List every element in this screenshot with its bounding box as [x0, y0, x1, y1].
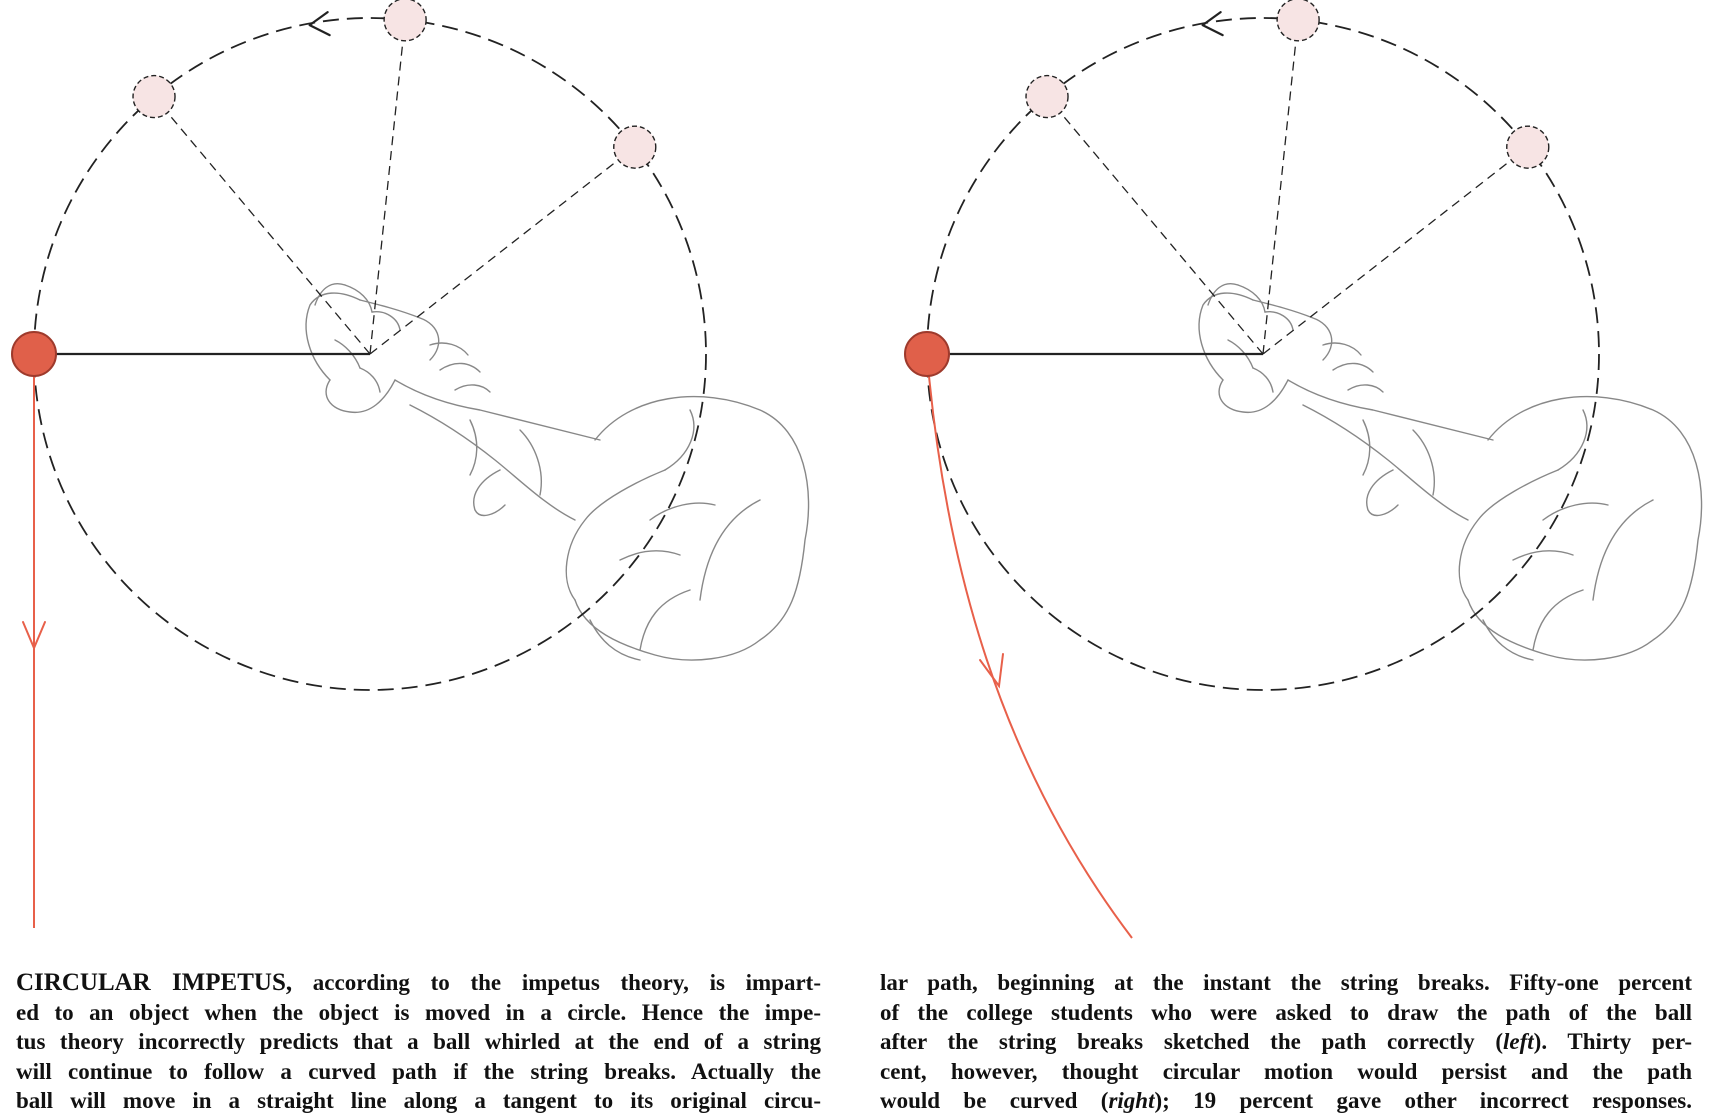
ghost-ball [133, 76, 175, 118]
hand-sketch-stroke [1303, 405, 1468, 520]
hand-sketch-stroke [1468, 397, 1702, 660]
caption-line [16, 1057, 821, 1087]
hand-sketch-stroke [455, 385, 490, 392]
hand-sketch-stroke [566, 470, 665, 600]
hand-sketch-stroke [372, 312, 400, 330]
ghost-ball [1277, 0, 1319, 41]
hand-sketch-stroke [700, 500, 760, 600]
hand-sketch-stroke [620, 551, 680, 560]
ghost-ball [614, 126, 656, 168]
hand-sketch-stroke [1363, 420, 1370, 475]
ghost-ball [384, 0, 426, 41]
hand-sketch-stroke [1288, 380, 1493, 440]
orbit-direction-arrowhead [1203, 12, 1223, 35]
hand-sketch-stroke [1367, 470, 1398, 515]
hand-arm-illustration [306, 284, 808, 660]
hand-sketch-stroke [1558, 410, 1587, 470]
hand-sketch-stroke [306, 293, 360, 380]
caption-text: lar path, beginning at the instant the string breaks. Fifty-one percent [880, 970, 1692, 995]
hand-sketch-stroke [360, 368, 380, 392]
ghost-ball [1507, 126, 1549, 168]
hand-sketch-stroke [326, 380, 395, 412]
hand-sketch-stroke [1199, 293, 1253, 380]
caption-text: after the string breaks sketched the path correctly ( [880, 1029, 1504, 1054]
hand-sketch-stroke [474, 470, 505, 515]
caption-line [880, 1086, 1692, 1116]
caption-heading: CIRCULAR IMPETUS, [16, 969, 293, 996]
caption-text: will continue to follow a curved path if the string breaks. Actually the [16, 1058, 821, 1084]
hand-sketch-stroke [1413, 430, 1434, 495]
caption-text: cent, however, thought circular motion would persist and the path [880, 1058, 1692, 1084]
hand-sketch-stroke [410, 405, 575, 520]
caption-line [880, 998, 1692, 1028]
hand-sketch-stroke [1219, 380, 1288, 412]
caption-text: ball will move in a straight line along a tangent to its original circu- [16, 1088, 821, 1113]
hand-sketch-stroke [650, 503, 715, 520]
caption-line [880, 1057, 1692, 1087]
radius-spoke-dashed [1263, 20, 1298, 354]
ball-current [12, 332, 56, 376]
diagram-panel-left [12, 0, 809, 928]
hand-arm-illustration [1199, 284, 1701, 660]
caption-right-column [880, 968, 1692, 1116]
caption-text: ). Thirty per- [1533, 1029, 1692, 1054]
caption-text: tus theory incorrectly predicts that a ball whirled at the end of a string [16, 1029, 821, 1054]
hand-sketch-stroke [395, 380, 600, 440]
caption-italic: left [1503, 1029, 1534, 1054]
caption-text: of the college students who were asked to draw the path of the ball [880, 999, 1692, 1025]
hand-sketch-stroke [470, 420, 477, 475]
hand-sketch-stroke [1348, 385, 1383, 392]
trajectory-curved-line [929, 376, 1132, 938]
radius-spoke-dashed [1263, 147, 1528, 354]
trajectory-arrowhead [980, 654, 1003, 686]
caption-italic: right [1108, 1088, 1155, 1113]
caption-text: would be curved ( [880, 1088, 1109, 1113]
caption-text: according to the impetus theory, is impart- [292, 970, 821, 995]
hand-sketch-stroke [1333, 363, 1373, 372]
ghost-ball [1026, 76, 1068, 118]
radius-spoke-dashed [154, 97, 370, 354]
caption-left-column [16, 968, 821, 1116]
hand-sketch-stroke [665, 410, 694, 470]
hand-sketch-stroke [640, 590, 690, 650]
hand-sketch-stroke [1513, 551, 1573, 560]
hand-sketch-stroke [1533, 590, 1583, 650]
orbit-direction-arrowhead [310, 12, 330, 35]
caption-line [16, 1027, 821, 1057]
caption-line [16, 998, 821, 1028]
caption-line [880, 968, 1692, 998]
hand-sketch-stroke [520, 430, 541, 495]
hand-sketch-stroke [1593, 500, 1653, 600]
radius-spoke-dashed [1047, 97, 1263, 354]
caption-text: ed to an object when the object is moved in a circle. Hence the impe- [16, 999, 821, 1025]
hand-sketch-stroke [1543, 503, 1608, 520]
diagram-panel-right [905, 0, 1702, 938]
hand-sketch-stroke [440, 363, 480, 372]
ball-current [905, 332, 949, 376]
hand-sketch-stroke [575, 397, 809, 660]
caption-text: ); 19 percent gave other incorrect responses. [1154, 1088, 1692, 1113]
caption-line [16, 1086, 821, 1116]
radius-spoke-dashed [370, 147, 635, 354]
caption-line [880, 1027, 1692, 1057]
hand-sketch-stroke [1265, 312, 1293, 330]
radius-spoke-dashed [370, 20, 405, 354]
hand-sketch-stroke [1459, 470, 1558, 600]
caption-line [16, 968, 821, 998]
hand-sketch-stroke [1253, 368, 1273, 392]
